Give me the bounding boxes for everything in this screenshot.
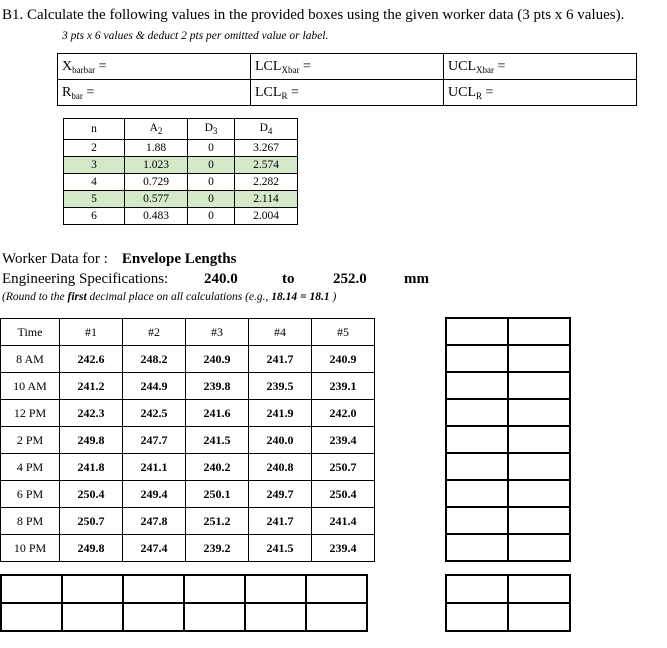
answer-cell[interactable] (446, 345, 508, 372)
side-row (446, 318, 570, 345)
data-row (1, 400, 375, 427)
answer-cell[interactable] (508, 603, 570, 631)
time-cell: 2 PM (1, 427, 60, 454)
factor-cell: 0 (188, 140, 235, 157)
measurement-cell: 251.2 (186, 508, 249, 535)
factor-cell: 0 (188, 174, 235, 191)
answer-cell[interactable] (123, 603, 184, 631)
label-sub: Xbar (476, 64, 494, 75)
spec-unit: mm (404, 271, 429, 287)
header-sample-4: #4 (249, 319, 312, 346)
answer-cell[interactable] (446, 318, 508, 345)
answer-cell[interactable] (508, 399, 570, 426)
measurement-cell: 242.5 (123, 400, 186, 427)
ucl-r-box[interactable] (444, 80, 637, 106)
answer-cell[interactable] (1, 575, 62, 603)
answer-cell[interactable] (508, 318, 570, 345)
data-row (1, 454, 375, 481)
factor-cell: 0.577 (125, 191, 188, 208)
bottom-row (446, 603, 570, 631)
data-row (1, 508, 375, 535)
measurement-cell: 250.4 (60, 481, 123, 508)
bottom-row (1, 575, 367, 603)
measurement-cell: 249.8 (60, 535, 123, 562)
data-header-row (1, 319, 375, 346)
label-eq: = (482, 84, 494, 100)
side-row (446, 507, 570, 534)
measurement-cell: 250.4 (312, 481, 375, 508)
factor-cell: 2.282 (235, 174, 298, 191)
factor-cell: 2 (64, 140, 125, 157)
side-row (446, 399, 570, 426)
answer-cell[interactable] (446, 399, 508, 426)
measurement-cell: 239.4 (312, 427, 375, 454)
answer-cell[interactable] (446, 426, 508, 453)
label-eq: = (287, 84, 299, 100)
measurement-cell: 241.7 (249, 508, 312, 535)
factor-cell: 6 (64, 208, 125, 225)
header-sample-1: #1 (60, 319, 123, 346)
side-row (446, 453, 570, 480)
factor-cell: 2.574 (235, 157, 298, 174)
side-row (446, 426, 570, 453)
side-row (446, 345, 570, 372)
label-main: UCL (448, 84, 476, 100)
worker-data-label: Worker Data for : (2, 251, 108, 267)
factor-cell: 3.267 (235, 140, 298, 157)
factors-header-row (64, 119, 298, 140)
answer-cell[interactable] (508, 534, 570, 561)
answer-cell[interactable] (446, 603, 508, 631)
factor-cell: 1.023 (125, 157, 188, 174)
worker-data-table (0, 318, 375, 562)
answer-cell[interactable] (306, 603, 367, 631)
answer-cell[interactable] (508, 507, 570, 534)
round-example: 18.14 = 18.1 (271, 291, 330, 303)
measurement-cell: 250.7 (60, 508, 123, 535)
data-row (1, 535, 375, 562)
time-cell: 6 PM (1, 481, 60, 508)
lcl-r-box[interactable] (251, 80, 444, 106)
label-eq: = (82, 84, 95, 100)
measurement-cell: 240.0 (249, 427, 312, 454)
ucl-xbar-box[interactable] (444, 54, 637, 80)
answer-cell[interactable] (245, 603, 306, 631)
data-row (1, 346, 375, 373)
measurement-cell: 241.4 (312, 508, 375, 535)
measurement-cell: 242.3 (60, 400, 123, 427)
header-sample-5: #5 (312, 319, 375, 346)
label-eq: = (299, 58, 311, 74)
label-sub: bar (71, 90, 83, 101)
side-row (446, 534, 570, 561)
factors-row (64, 191, 298, 208)
data-row (1, 481, 375, 508)
round-text: ) (329, 291, 337, 303)
side-row (446, 372, 570, 399)
question-title: B1. Calculate the following values in the provided boxes using the given worker data (3 pts x 6 values). (2, 7, 625, 23)
round-text: decimal place on all calculations (e.g., (86, 291, 272, 303)
measurement-cell: 241.5 (249, 535, 312, 562)
answer-cell[interactable] (508, 372, 570, 399)
question-subtitle: 3 pts x 6 values & deduct 2 pts per omitted value or label. (62, 30, 329, 42)
time-cell: 12 PM (1, 400, 60, 427)
measurement-cell: 239.8 (186, 373, 249, 400)
measurement-cell: 250.1 (186, 481, 249, 508)
header-sample-2: #2 (123, 319, 186, 346)
time-cell: 10 PM (1, 535, 60, 562)
spec-label: Engineering Specifications: (2, 271, 169, 287)
measurement-cell: 244.9 (123, 373, 186, 400)
measurement-cell: 249.8 (60, 427, 123, 454)
answer-cell[interactable] (123, 575, 184, 603)
measurement-cell: 240.9 (186, 346, 249, 373)
measurement-cell: 247.4 (123, 535, 186, 562)
measurement-cell: 241.6 (186, 400, 249, 427)
measurement-cell: 242.0 (312, 400, 375, 427)
measurement-cell: 240.9 (312, 346, 375, 373)
measurement-cell: 247.7 (123, 427, 186, 454)
answer-cell[interactable] (446, 453, 508, 480)
answer-cell[interactable] (446, 575, 508, 603)
answer-cell[interactable] (508, 345, 570, 372)
measurement-cell: 239.2 (186, 535, 249, 562)
worker-data-name: Envelope Lengths (121, 251, 237, 267)
round-text: (Round to the (2, 291, 68, 303)
factors-row (64, 140, 298, 157)
answer-cell[interactable] (184, 575, 245, 603)
factors-header-d3: $D_3$ (188, 119, 235, 140)
answer-cell[interactable] (508, 426, 570, 453)
label-main: LCL (255, 58, 282, 74)
factors-row (64, 157, 298, 174)
answer-cell[interactable] (508, 453, 570, 480)
answer-cell[interactable] (184, 603, 245, 631)
answer-cell[interactable] (446, 507, 508, 534)
label-main: UCL (448, 58, 476, 74)
factors-header-a2: $A_2$ (125, 119, 188, 140)
measurement-cell: 239.1 (312, 373, 375, 400)
factors-row (64, 174, 298, 191)
label-sub: R (476, 90, 483, 101)
label-sub: barbar (72, 64, 96, 75)
answer-cell[interactable] (508, 575, 570, 603)
answer-cell[interactable] (306, 575, 367, 603)
engineering-specifications (2, 271, 442, 289)
measurement-cell: 240.8 (249, 454, 312, 481)
answer-cell[interactable] (1, 603, 62, 631)
answer-cell[interactable] (446, 534, 508, 561)
header-time: Time (1, 319, 60, 346)
factors-header-n: n (64, 119, 125, 140)
measurement-cell: 249.4 (123, 481, 186, 508)
measurement-cell: 250.7 (312, 454, 375, 481)
control-chart-factors-table (63, 118, 298, 225)
measurement-cell: 239.4 (312, 535, 375, 562)
label-main: LCL (255, 84, 282, 100)
spec-high: 252.0 (333, 271, 367, 287)
factor-cell: 0 (188, 157, 235, 174)
worker-data-heading (2, 251, 236, 268)
right-answer-grid (445, 317, 571, 562)
measurement-cell: 249.7 (249, 481, 312, 508)
round-first: first (67, 291, 87, 303)
label-sub: R (281, 90, 288, 101)
measurement-cell: 241.9 (249, 400, 312, 427)
label-eq: = (95, 58, 107, 74)
measurement-cell: 241.7 (249, 346, 312, 373)
factor-cell: 5 (64, 191, 125, 208)
answer-cell[interactable] (62, 603, 123, 631)
answer-cell[interactable] (62, 575, 123, 603)
answer-boxes (57, 53, 637, 106)
rbar-box[interactable] (58, 80, 251, 106)
factors-row (64, 208, 298, 225)
label-main: X (62, 58, 73, 74)
label-eq: = (494, 58, 506, 74)
factor-cell: 0.729 (125, 174, 188, 191)
measurement-cell: 241.5 (186, 427, 249, 454)
data-row (1, 427, 375, 454)
measurement-cell: 240.2 (186, 454, 249, 481)
measurement-cell: 241.2 (60, 373, 123, 400)
measurement-cell: 248.2 (123, 346, 186, 373)
answer-cell[interactable] (446, 480, 508, 507)
factor-cell: 2.114 (235, 191, 298, 208)
spec-low: 240.0 (204, 271, 238, 287)
factor-cell: 2.004 (235, 208, 298, 225)
data-row (1, 373, 375, 400)
label-sub: Xbar (281, 64, 300, 75)
rounding-instruction (2, 291, 336, 303)
spec-to: to (282, 271, 295, 287)
factor-cell: 0 (188, 191, 235, 208)
answer-row (58, 80, 637, 106)
factor-cell: 4 (64, 174, 125, 191)
measurement-cell: 241.1 (123, 454, 186, 481)
answer-cell[interactable] (508, 480, 570, 507)
label-main: R (62, 84, 72, 100)
answer-row (58, 54, 637, 80)
measurement-cell: 241.8 (60, 454, 123, 481)
measurement-cell: 247.8 (123, 508, 186, 535)
xbarbar-box[interactable] (58, 54, 251, 80)
header-sample-3: #3 (186, 319, 249, 346)
measurement-cell: 239.5 (249, 373, 312, 400)
side-row (446, 480, 570, 507)
lcl-xbar-box[interactable] (251, 54, 444, 80)
factor-cell: 3 (64, 157, 125, 174)
time-cell: 8 PM (1, 508, 60, 535)
factor-cell: 0 (188, 208, 235, 225)
bottom-right-answer-grid (445, 574, 571, 632)
bottom-answer-grid (0, 574, 368, 632)
time-cell: 4 PM (1, 454, 60, 481)
factor-cell: 1.88 (125, 140, 188, 157)
factor-cell: 0.483 (125, 208, 188, 225)
bottom-row (1, 603, 367, 631)
measurement-cell: 242.6 (60, 346, 123, 373)
time-cell: 10 AM (1, 373, 60, 400)
bottom-row (446, 575, 570, 603)
factors-header-d4: $D_4$ (235, 119, 298, 140)
time-cell: 8 AM (1, 346, 60, 373)
answer-cell[interactable] (446, 372, 508, 399)
answer-cell[interactable] (245, 575, 306, 603)
